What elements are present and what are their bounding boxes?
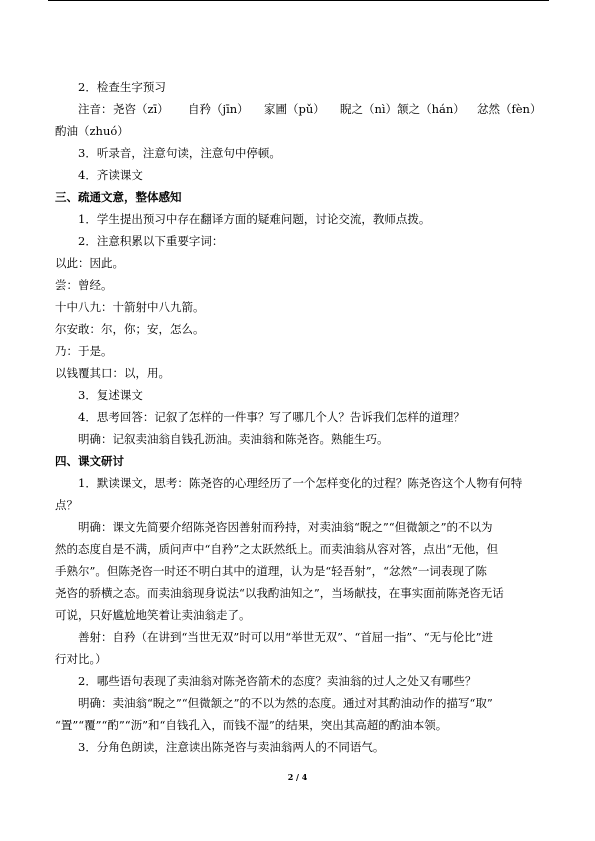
page-number: 2 / 4 <box>287 772 308 782</box>
question: 3．分角色朗读，注意读出陈尧咨与卖油翁两人的不同语气。 <box>78 740 385 754</box>
zhuyin-label: 注音： <box>78 102 113 116</box>
item-read-together: 4．齐读课文 <box>78 168 143 182</box>
paragraph: 明确：记叙卖油翁自钱孔沥油。卖油翁和陈尧咨。熟能生巧。 <box>78 432 389 446</box>
answer: “置”“覆”“酌”“沥”和“自钱孔入，而钱不湿”的结果，突出其高超的酌油本领。 <box>55 718 448 732</box>
question: 2．哪些语句表现了卖油翁对陈尧咨箭术的态度？卖油翁的过人之处又有哪些？ <box>78 674 477 688</box>
word-note: 以钱覆其口：以，用。 <box>55 366 170 380</box>
answer: 然的态度自是不满，质问声中“自矜”之太跃然纸上。而卖油翁从容对答，点出“无他，但 <box>55 542 499 556</box>
zhuyin-word: 自矜（jīn） <box>188 102 249 116</box>
zhuyin-word: 酌油（zhuó） <box>55 124 129 138</box>
paragraph: 2．注意积累以下重要字词： <box>78 234 224 248</box>
answer: 明确：课文先简要介绍陈尧咨因善射而矜持，对卖油翁“睨之”“但微颔之”的不以为 <box>78 520 493 534</box>
note: 善射：自矜（在讲到“当世无双”时可以用“举世无双”、“首屈一指”、“无与伦比”进 <box>78 630 494 644</box>
answer: 手熟尔”。但陈尧咨一时还不明白其中的道理，认为是“轻吾射”，“忿然”一词表现了陈 <box>55 564 487 578</box>
section-heading: 三、疏通文意，整体感知 <box>55 190 182 204</box>
question: 点？ <box>55 498 78 512</box>
word-note: 以此：因此。 <box>55 256 124 270</box>
answer: 可说，只好尴尬地笑着让卖油翁走了。 <box>55 608 251 622</box>
word-note: 十中八九：十箭射中八九箭。 <box>55 300 205 314</box>
zhuyin-word: 睨之（nì）颔之（hán） <box>340 102 465 116</box>
header-rule <box>48 0 549 1</box>
zhuyin-word: 家圃（pǔ） <box>264 102 325 116</box>
item-check-preview: 2．检查生字预习 <box>78 80 166 94</box>
item-listen: 3．听录音，注意句读，注意句中停顿。 <box>78 146 281 160</box>
word-note: 尝：曾经。 <box>55 278 113 292</box>
zhuyin-word: 忿然（fèn） <box>477 102 542 116</box>
paragraph: 4．思考回答：记叙了怎样的一件事？写了哪几个人？告诉我们怎样的道理？ <box>78 410 465 424</box>
zhuyin-row <box>78 102 546 116</box>
note: 行对比。） <box>55 652 107 666</box>
paragraph: 3．复述课文 <box>78 388 143 402</box>
zhuyin-word: 尧咨（zī） <box>113 102 169 116</box>
section-heading: 四、课文研讨 <box>55 454 124 468</box>
answer: 明确：卖油翁“睨之”“但微颔之”的不以为然的态度。通过对其酌油动作的描写“取” <box>78 696 493 710</box>
paragraph: 1．学生提出预习中存在翻译方面的疑难问题，讨论交流，教师点拨。 <box>78 212 431 226</box>
question: 1．默读课文，思考：陈尧咨的心理经历了一个怎样变化的过程？陈尧咨这个人物有何特 <box>78 476 523 490</box>
word-note: 尔安敢：尔，你；安，怎么。 <box>55 322 205 336</box>
answer: 尧咨的骄横之态。而卖油翁现身说法“以我酌油知之”，当场献技，在事实面前陈尧咨无话 <box>55 586 504 600</box>
word-note: 乃：于是。 <box>55 344 113 358</box>
